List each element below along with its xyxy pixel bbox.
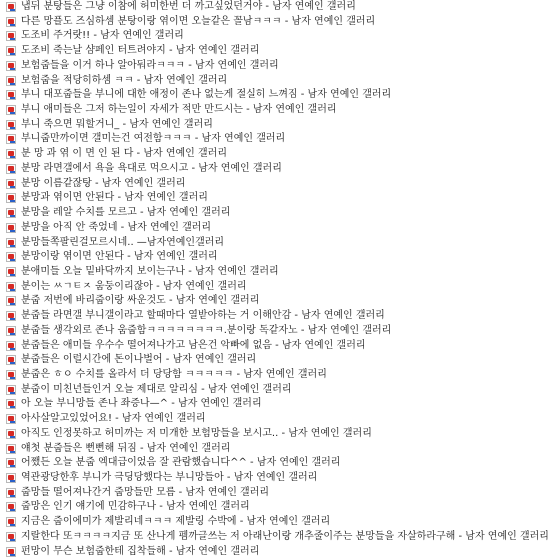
list-item[interactable]: [0, 309, 480, 324]
list-item[interactable]: [0, 88, 480, 103]
document-icon: [6, 385, 16, 395]
list-item-title: 분망을 아직 안 죽었네 - 남자 연예인 갤러리: [21, 221, 212, 233]
list-item[interactable]: [0, 280, 480, 295]
list-item-title: 줍망은 인기 얘기에 민감하구나 - 남자 연예인 갤러리: [21, 501, 250, 513]
list-item-title: 보험줍들을 이거 하나 알아둬라ㅋㅋㅋ - 남자 연예인 갤러리: [21, 59, 279, 71]
document-icon: [6, 208, 16, 218]
document-icon: [6, 149, 16, 159]
list-item[interactable]: [0, 397, 480, 412]
document-icon: [6, 458, 16, 468]
list-item[interactable]: [0, 324, 480, 339]
list-item[interactable]: [0, 456, 480, 471]
document-icon: [6, 341, 16, 351]
list-item[interactable]: [0, 471, 480, 486]
document-icon: [6, 76, 16, 86]
document-icon: [6, 488, 16, 498]
document-icon: [6, 355, 16, 365]
list-item-title: 분망 이름같잖탕 - 남자 연예인 갤러리: [21, 177, 186, 189]
document-icon: [6, 267, 16, 277]
document-icon: [6, 414, 16, 424]
list-item-title: 펀망이 무슨 보험줍한테 집착들해 - 남자 연예인 갤러리: [21, 545, 260, 557]
document-icon: [6, 429, 16, 439]
list-item[interactable]: [0, 339, 480, 354]
list-item[interactable]: [0, 15, 480, 30]
list-item[interactable]: [0, 59, 480, 74]
list-item-title: 분망들쪽팔린걸모르시네.. —남자연예인갤러리: [21, 236, 225, 248]
list-item[interactable]: [0, 177, 480, 192]
list-item[interactable]: [0, 383, 480, 398]
list-item[interactable]: [0, 147, 480, 162]
document-icon: [6, 370, 16, 380]
list-item[interactable]: [0, 118, 480, 133]
list-item-title: 분망 라면갤에서 욕을 욕대로 먹으시고 - 남자 연예인 갤러리: [21, 162, 282, 174]
list-item-title: 어쨌든 오늘 분줍 엑대급이었음 잘 관람했습니다^^ - 남자 연예인 갤러리: [21, 457, 341, 469]
list-item[interactable]: [0, 368, 480, 383]
document-icon: [6, 164, 16, 174]
list-item-title: 분줍들 라면갤 부니갤이라고 할때마다 열받아하는 거 이해안감 - 남자 연예인 갤러리: [21, 310, 385, 322]
list-item-title: 분망이랑 엮이면 안된다 - 남자 연예인 갤러리: [21, 251, 218, 263]
list-item-title: 분 망 과 엮 이 면 인 된 다 - 남자 연예인 갤러리: [21, 148, 227, 160]
list-item[interactable]: [0, 162, 480, 177]
list-item[interactable]: [0, 412, 480, 427]
list-item-title: 도조비 주거랏!! - 남자 연예인 갤러리: [21, 30, 184, 42]
document-icon: [6, 502, 16, 512]
document-icon: [6, 282, 16, 292]
list-item[interactable]: [0, 486, 480, 501]
list-item-title: 분망을 레알 수치를 모르고 - 남자 연예인 갤러리: [21, 207, 231, 219]
list-item[interactable]: [0, 103, 480, 118]
document-icon: [6, 31, 16, 41]
list-item[interactable]: [0, 236, 480, 251]
list-item[interactable]: [0, 265, 480, 280]
list-item[interactable]: [0, 206, 480, 221]
list-item-title: 도조비 죽는날 샴페인 터트려야지 - 남자 연예인 갤러리: [21, 45, 260, 57]
document-icon: [6, 46, 16, 56]
list-item-title: 지랄한다 또ㅋㅋㅋㅋ지금 또 산나게 펨까글쓰는 저 아래난이랑 개추줄이주는 분망들을 자살하라구해 - 남자 연예인 갤러리: [21, 530, 549, 542]
document-icon: [6, 223, 16, 233]
list-item[interactable]: [0, 294, 480, 309]
list-item[interactable]: [0, 515, 480, 530]
list-item[interactable]: [0, 500, 480, 515]
document-icon: [6, 252, 16, 262]
document-icon: [6, 296, 16, 306]
document-icon: [6, 2, 16, 12]
list-item-title: 아 오늘 부니망들 존나 좌증나—^ - 남자 연예인 갤러리: [21, 398, 262, 410]
list-item-title: 지금은 줍이에미가 제발리네ㅋㅋㅋ 제발링 수박에 - 남자 연예인 갤러리: [21, 516, 331, 528]
document-icon: [6, 532, 16, 542]
list-item[interactable]: [0, 29, 480, 44]
list-item[interactable]: [0, 191, 480, 206]
document-icon: [6, 547, 16, 557]
list-item[interactable]: [0, 442, 480, 457]
list-item[interactable]: [0, 427, 480, 442]
list-item[interactable]: [0, 0, 480, 15]
document-icon: [6, 61, 16, 71]
list-item-title: 냅뒤 분탕들은 그냥 이참에 허미한번 더 까고싶었던거야 - 남자 연예인 갤러리: [21, 1, 356, 12]
list-item-title: 얘첫 분줍들은 뻔뻔해 뒤짐 - 남자 연예인 갤러리: [21, 442, 231, 454]
list-item-title: 부니줍만까이면 갤미는건 여전함ㅋㅋㅋ - 남자 연예인 갤러리: [21, 133, 286, 145]
list-item-title: 아사살알고있었어요! - 남자 연예인 갤러리: [21, 413, 206, 425]
document-icon: [6, 399, 16, 409]
list-item-title: 부니 죽으면 뭐할거니_ - 남자 연예인 갤러리: [21, 118, 213, 130]
document-icon: [6, 120, 16, 130]
document-icon: [6, 134, 16, 144]
list-item-title: 분줍은 ㅎㅇ 수치를 올라서 더 당당함 ㅋㅋㅋㅋㅋ - 남자 연예인 갤러리: [21, 368, 327, 380]
document-icon: [6, 444, 16, 454]
list-item[interactable]: [0, 530, 549, 545]
list-item[interactable]: [0, 545, 480, 559]
document-icon: [6, 90, 16, 100]
list-item-title: 분이는 ㅆㄱㅌㅈ 움둥이리잖아 - 남자 연예인 갤러리: [21, 280, 247, 292]
list-item-title: 부니 대포줍들을 부니에 대한 애정이 존나 없는게 절실히 느껴짐 - 남자 연예인 갤러리: [21, 89, 392, 101]
document-icon: [6, 326, 16, 336]
document-icon: [6, 105, 16, 115]
list-item-title: 분줍들은 애미들 우수수 떨어져나가고 남은건 악빠에 없음 - 남자 연예인 갤러리: [21, 339, 366, 351]
list-item[interactable]: [0, 221, 480, 236]
document-icon: [6, 473, 16, 483]
document-icon: [6, 17, 16, 27]
list-item-title: 아직도 인정못하고 허미까는 저 미개한 보험망들을 보시고.. - 남자 연예인 갤러리: [21, 427, 372, 439]
list-item-title: 분애미들 오늘 밑바닥까지 보이는구나 - 남자 연예인 갤러리: [21, 265, 279, 277]
list-item-title: 분망과 엮이면 안된다 - 남자 연예인 갤러리: [21, 192, 208, 204]
document-icon: [6, 193, 16, 203]
list-item-title: 다른 망플도 즈심하셈 분탕이랑 엮이면 오늘같은 꼴남ㅋㅋㅋ - 남자 연예인 갤러리: [21, 15, 376, 27]
list-item-title: 역관광당한후 부니가 극딩당했다는 부니망들아 - 남자 연예인 갤러리: [21, 472, 318, 483]
document-icon: [6, 311, 16, 321]
document-icon: [6, 238, 16, 248]
list-item-title: 분줍이 미친년들인거 오늘 제대로 알리심 - 남자 연예인 갤러리: [21, 383, 292, 395]
list-item-title: 분줍들 생각외로 존나 움줍함ㅋㅋㅋㅋㅋㅋㅋㅋ.분이랑 독같자노 - 남자 연예인 갤러리: [21, 324, 392, 336]
list-item-title: 줍망들 떨어져나간거 줍망들만 모름 - 남자 연예인 갤러리: [21, 486, 270, 498]
list-item-title: 분줍 저번에 바리줍이랑 싸운것도 - 남자 연예인 갤러리: [21, 295, 260, 307]
list-item[interactable]: [0, 44, 480, 59]
document-icon: [6, 179, 16, 189]
document-icon: [6, 517, 16, 527]
list-item-title: 보험줍을 적당히하셈 ㅋㅋ - 남자 연예인 갤러리: [21, 74, 228, 86]
list-item-title: 분줍들은 이럴시간에 돈이나벌어 - 남자 연예인 갤러리: [21, 354, 257, 366]
list-item[interactable]: [0, 132, 480, 147]
list-item[interactable]: [0, 250, 480, 265]
list-item[interactable]: [0, 353, 480, 368]
list-item[interactable]: [0, 74, 480, 89]
list-item-title: 부니 애미들은 그저 하는일이 자세가 적만 만드시는 - 남자 연예인 갤러리: [21, 104, 337, 116]
